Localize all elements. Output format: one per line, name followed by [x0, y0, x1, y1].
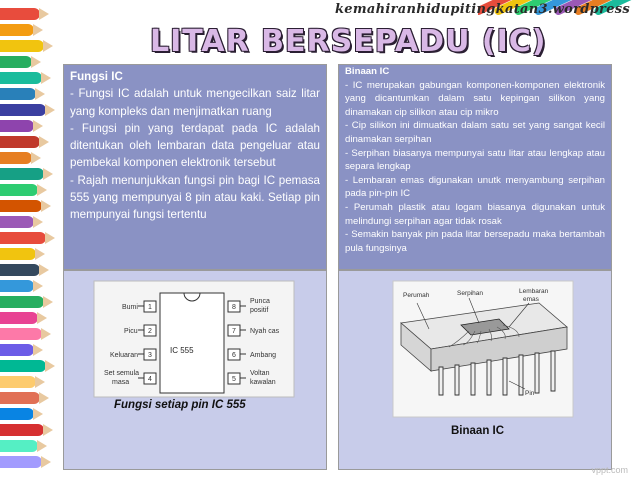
chip-label: Serpihan [457, 290, 484, 297]
ic555-caption: Fungsi setiap pin IC 555 [114, 399, 246, 411]
pin-number: 3 [148, 352, 152, 359]
structure-heading: Binaan IC [345, 66, 390, 77]
pin-number: 2 [148, 328, 152, 335]
function-paragraph: - Rajah menunjukkan fungsi pin bagi IC pemasa 555 yang mempunyai 8 pin atau kaki. Setiap pin mempunyai fungsi tertentu [70, 173, 320, 222]
structure-paragraph: - Lembaran emas digunakan unutk menyambung serpihan pada pin-pin IC [345, 174, 605, 200]
pin-label: Keluaran [110, 352, 139, 359]
pin-label: kawalan [250, 379, 276, 386]
page-title: LITAR BERSEPADU (IC) [150, 24, 547, 59]
pin-number: 1 [148, 304, 152, 311]
pin-label: Ambang [250, 352, 277, 359]
ic-chip-label: IC 555 [170, 346, 194, 355]
pencil-decoration-left [0, 0, 62, 479]
ic555-pin-diagram [64, 271, 328, 401]
ic-structure-caption: Binaan IC [451, 425, 505, 437]
ic555-diagram-panel [63, 270, 327, 470]
ic-chip-body [160, 293, 224, 393]
structure-paragraph: - Semakin banyak pin pada litar bersepadu maka bertambah pula fungsinya [345, 229, 605, 254]
pin-number: 8 [232, 304, 236, 311]
pin-label: Bumi [122, 304, 138, 311]
structure-text-panel [338, 64, 612, 270]
pin-label: masa [112, 379, 130, 386]
housing-label: Perumah [403, 292, 430, 299]
ic-structure-diagram [339, 271, 613, 421]
structure-paragraph: - Cip silikon ini dimuatkan dalam satu set yang sangat kecil dinamakan serpihan [345, 120, 605, 145]
structure-paragraph: - IC merupakan gabungan komponen-komponen elektronik yang dicantumkan dalam satu kepingan silikon yang dinamakan cip silikon atau cip mikro [345, 79, 605, 118]
gold-sheet-label: emas [523, 296, 539, 303]
pin-number: 4 [148, 376, 152, 383]
pin-number: 6 [232, 352, 236, 359]
pin-label: Punca [250, 298, 270, 305]
pin-label: Set semula [104, 370, 140, 377]
ic-structure-panel [338, 270, 612, 470]
function-heading: Fungsi IC [70, 70, 123, 83]
function-paragraph: - Fungsi pin yang terdapat pada IC adalah ditentukan oleh lembaran data pengeluar atau pembekal komponen elektronik tersebut [70, 121, 320, 170]
function-text-panel [63, 64, 327, 270]
pin-label: Picu [124, 328, 138, 335]
gold-sheet-label: Lembaran [519, 288, 549, 295]
pin-label: Voltan [250, 370, 270, 377]
pin-label: Pin [525, 390, 535, 397]
structure-paragraph: - Serpihan biasanya mempunyai satu litar atau lengkap atau separa lengkap [345, 147, 605, 173]
pin-label: Nyah cas [250, 328, 280, 335]
function-paragraph: - Fungsi IC adalah untuk mengecilkan saiz litar yang kompleks dan menjimatkan ruang [70, 87, 320, 118]
site-label: kemahiranhidupitingkatan3.wordpress [334, 2, 630, 17]
watermark: vppt.com [591, 465, 628, 475]
pin-number: 7 [232, 328, 236, 335]
pin-label: positif [250, 307, 269, 314]
pin-number: 5 [232, 376, 236, 383]
structure-paragraph: - Perumah plastik atau logam biasanya digunakan untuk melindungi serpihan agar tidak rosak [345, 201, 605, 227]
